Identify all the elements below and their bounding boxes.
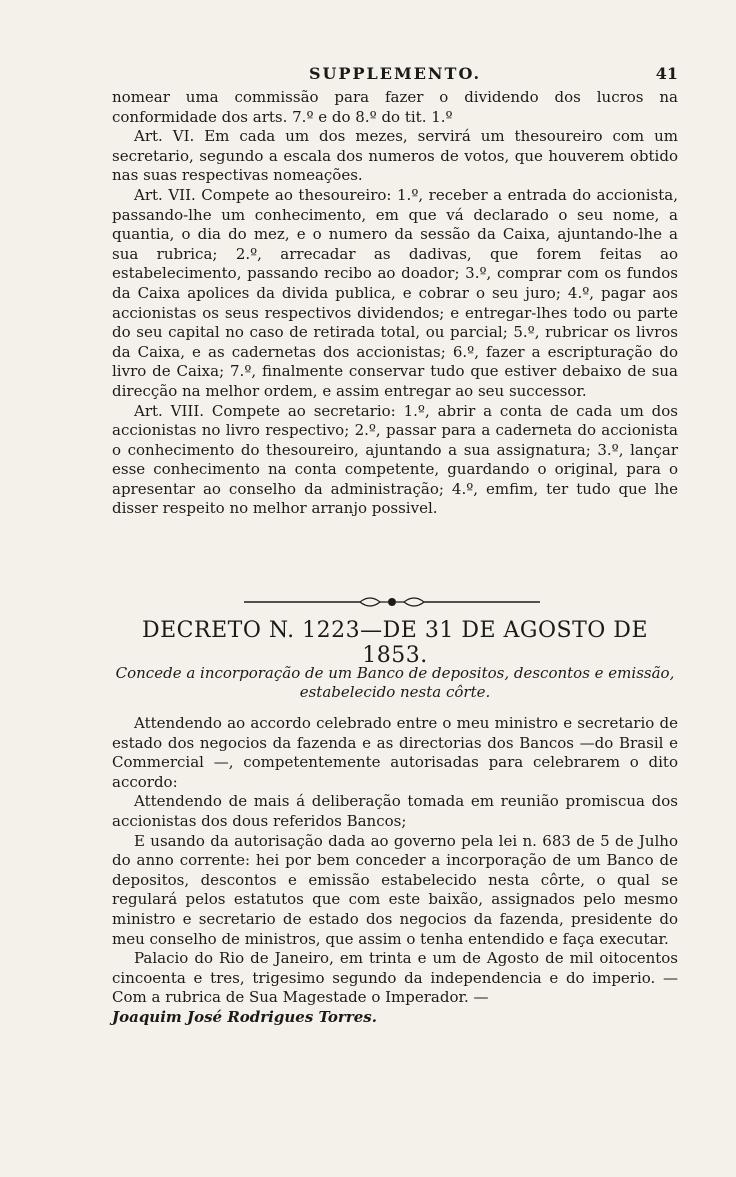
- decree-paragraph-1: Attendendo ao accordo celebrado entre o meu ministro e secretario de estado dos negocios da fazenda e as directorias dos Bancos —do Brasil e Commercial —, competentemente autorisadas para celebrarem o dito accordo:: [112, 714, 678, 791]
- statute-continuation: [112, 88, 678, 519]
- summary-line-1: Concede a incorporação de um Banco de depositos, descontos e emissão,: [115, 664, 675, 682]
- page-header: [112, 64, 678, 88]
- summary-line-2: estabelecido nesta côrte.: [299, 683, 491, 701]
- decree-title: DECRETO N. 1223—DE 31 DE AGOSTO DE 1853.: [141, 618, 649, 668]
- running-title: SUPPLEMENTO.: [308, 64, 482, 83]
- article-6: Art. VI. Em cada um dos mezes, servirá um thesoureiro com um secretario, segundo a escala dos numeros de votos, que houverem obtido nas suas respectivas nomeações.: [112, 127, 678, 185]
- paragraph-continuation: nomear uma commissão para fazer o dividendo dos lucros na conformidade dos arts. 7.º e do 8.º do tit. 1.º: [112, 88, 678, 126]
- article-8: Art. VIII. Compete ao secretario: 1.º, abrir a conta de cada um dos accionistas no livro respectivo; 2.º, passar para a caderneta do accionista o conhecimento do thesoureiro, ajuntando a sua assignatura; 3.º, lançar esse conhecimento na conta competente, guardando o original, para o apresentar ao conselho da administração; 4.º, emfim, ter tudo que lhe disser respeito no melhor arranjo possivel.: [112, 401, 678, 518]
- decree-paragraph-3: E usando da autorisação dada ao governo pela lei n. 683 de 5 de Julho do anno corrente: hei por bem conceder a incorporação de um Banco de depositos, descontos e emissão estabelecido nesta côrte, o qual se regulará pelos estatutos que com este baixão, assignados pelo mesmo ministro e secretario de estado dos negocios da fazenda, presidente do meu conselho de ministros, que assim o tenha entendido e faça executar.: [112, 831, 678, 948]
- page-number: 41: [655, 64, 678, 83]
- signature: Joaquim José Rodrigues Torres.: [112, 1007, 377, 1026]
- decree-paragraph-4: Palacio do Rio de Janeiro, em trinta e um de Agosto de mil oitocentos cincoenta e tres, trigesimo segundo da independencia e do imperio. — Com a rubrica de Sua Magestade o Imperador. —: [112, 949, 678, 1007]
- ornament-divider: [242, 592, 542, 612]
- decree-body: [112, 714, 678, 1028]
- decree-paragraph-2: Attendendo de mais á deliberação tomada em reunião promiscua dos accionistas dos dous referidos Bancos;: [112, 792, 678, 830]
- decree-summary: [112, 664, 678, 702]
- article-7: Art. VII. Compete ao thesoureiro: 1.º, receber a entrada do accionista, passando-lhe um conhecimento, em que vá declarado o seu nome, a quantia, o dia do mez, e o numero da sessão da Caixa, ajuntando-lhe a sua rubrica; 2.º, arrecadar as dadivas, que forem feitas ao estabelecimento, passando recibo ao doador; 3.º, comprar com os fundos da Caixa apolices da divida publica, e cobrar o seu juro; 4.º, pagar aos accionistas os seus respectivos dividendos; e entregar-lhes todo ou parte do seu capital no caso de retirada total, ou parcial; 5.º, rubricar os livros da Caixa, e as cadernetas dos accionistas; 6.º, fazer a escripturação do livro de Caixa; 7.º, finalmente conservar tudo que estiver debaixo de sua direcção na melhor ordem, e assim entregar ao seu successor.: [112, 185, 678, 400]
